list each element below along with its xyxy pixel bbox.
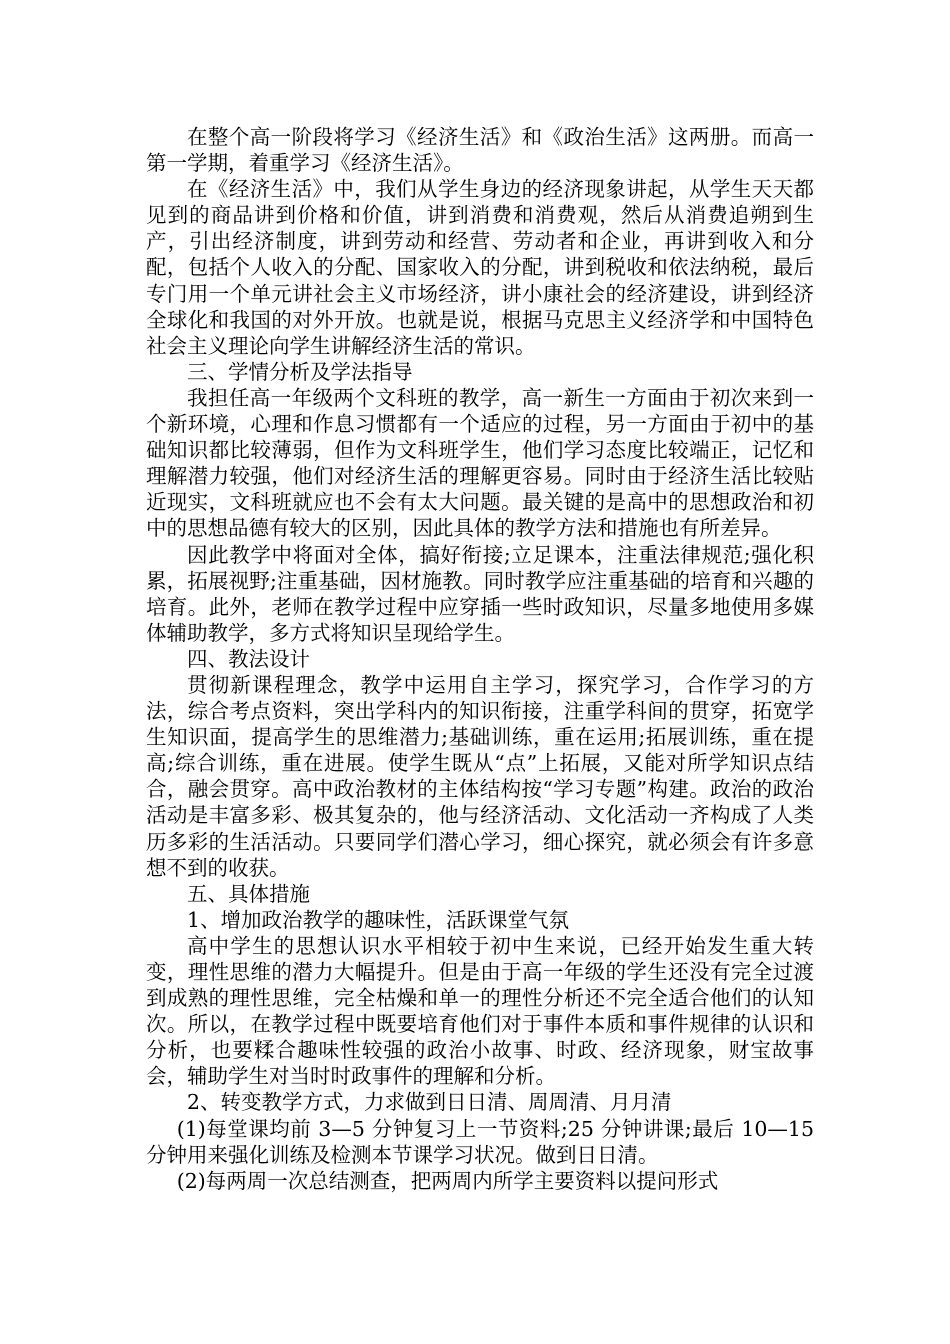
paragraph-method-design: 贯彻新课程理念，教学中运用自主学习，探究学习，合作学习的方法，综合考点资料，突出学科内的知识衔接，注重学科间的贯穿，拓宽学生知识面，提高学生的思维潜力;基础训练，重在运用;拓展训练，重在提高;综合训练，重在进展。使学生既从“点”上拓展，又能对所学知识点结合，融会贯穿。高中政治教材的主体结构按“学习专题”构建。政治的政治活动是丰富多彩、极其复杂的，他与经济活动、文化活动一齐构成了人类历多彩的生活活动。只要同学们潜心学习，细心探究，就必须会有许多意想不到的收获。 [146, 672, 814, 880]
list-item-1: (1)每堂课均前 3—5 分钟复习上一节资料;25 分钟讲课;最后 10—15 分钟用来强化训练及检测本节课学习状况。做到日日清。 [146, 1116, 814, 1167]
paragraph-student-analysis: 我担任高一年级两个文科班的教学，高一新生一方面由于初次来到一个新环境，心理和作息习惯都有一个适应的过程，另一方面由于初中的基础知识都比较薄弱，但作为文科班学生，他们学习态度比较端正，记忆和理解潜力较强，他们对经济生活的理解更容易。同时由于经济生活比较贴近现实，文科班就应也不会有太大问题。最关键的是高中的思想政治和初中的思想品德有较大的区别，因此具体的教学方法和措施也有所差异。 [146, 385, 814, 541]
subsection-heading-1: 1、增加政治教学的趣味性，活跃课堂气氛 [187, 907, 570, 932]
section-heading-3: 三、学情分析及学法指导 [187, 359, 413, 384]
paragraph-intro: 在整个高一阶段将学习《经济生活》和《政治生活》这两册。而高一第一学期，着重学习《经济生活》。 [146, 125, 814, 176]
document-body [146, 124, 814, 1194]
paragraph-interest: 高中学生的思想认识水平相较于初中生来说，已经开始发生重大转变，理性思维的潜力大幅提升。但是由于高一年级的学生还没有完全过渡到成熟的理性思维，完全枯燥和单一的理性分析还不完全适合他们的认知次。所以，在教学过程中既要培育他们对于事件本质和事件规律的认识和分析，也要糅合趣味性较强的政治小故事、时政、经济现象，财宝故事会，辅助学生对当时时政事件的理解和分析。 [146, 933, 814, 1089]
subsection-heading-2: 2、转变教学方式，力求做到日日清、周周清、月月清 [187, 1090, 672, 1115]
section-heading-4: 四、教法设计 [187, 646, 310, 671]
paragraph-teaching-approach: 因此教学中将面对全体，搞好衔接;立足课本，注重法律规范;强化积累，拓展视野;注重基础，因材施教。同时教学应注重基础的培育和兴趣的培育。此外，老师在教学过程中应穿插一些时政知识，尽量多地使用多媒体辅助教学，多方式将知识呈现给学生。 [146, 542, 814, 645]
list-item-2: (2)每两周一次总结测查，把两周内所学主要资料以提问形式 [176, 1168, 719, 1193]
paragraph-economic-life: 在《经济生活》中，我们从学生身边的经济现象讲起，从学生天天都见到的商品讲到价格和价值，讲到消费和消费观，然后从消费追朔到生产，引出经济制度，讲到劳动和经营、劳动者和企业，再讲到收入和分配，包括个人收入的分配、国家收入的分配，讲到税收和依法纳税，最后专门用一个单元讲社会主义市场经济，讲小康社会的经济建设，讲到经济全球化和我国的对外开放。也就是说，根据马克思主义经济学和中国特色社会主义理论向学生讲解经济生活的常识。 [146, 177, 814, 358]
section-heading-5: 五、具体措施 [187, 881, 310, 906]
